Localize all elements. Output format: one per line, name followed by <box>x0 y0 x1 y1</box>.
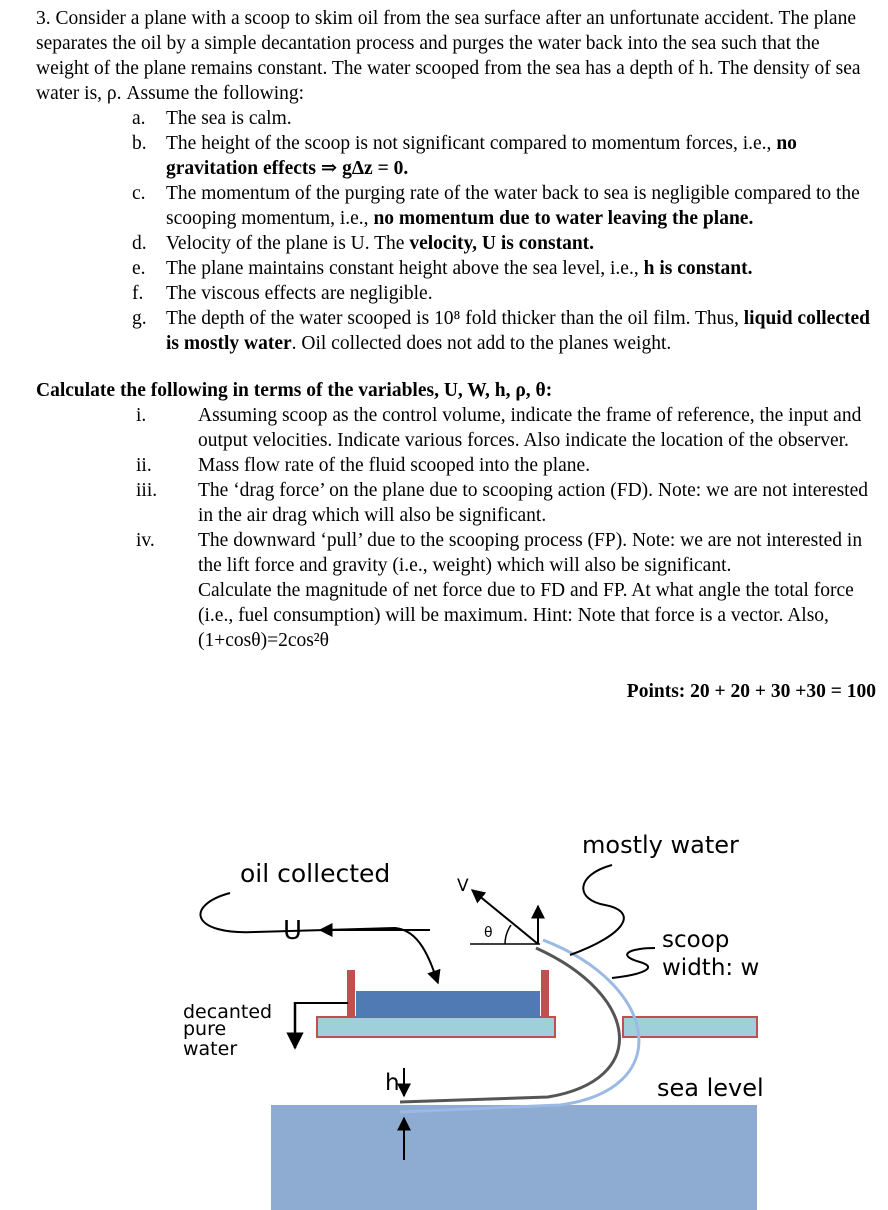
mostly-water-pointer <box>570 865 624 955</box>
assumption-list <box>36 106 876 356</box>
theta-label: θ <box>484 925 493 941</box>
water-label: water <box>183 1038 238 1060</box>
oil-collected-label: oil collected <box>240 859 391 888</box>
list-item: iii. The ‘drag force’ on the plane due to scooping action (FD). Note: we are not interested in the air drag which will also be significant. <box>136 480 868 526</box>
list-item: ii. Mass flow rate of the fluid scooped into the plane. <box>136 455 591 476</box>
points-total: Points: 20 + 20 + 30 +30 = 100 <box>626 681 876 702</box>
list-marker: iii. <box>136 480 158 501</box>
mostly-water-label: mostly water <box>582 831 739 859</box>
decanted-label: decanted <box>183 1001 273 1023</box>
plane-hull-right <box>623 1017 757 1037</box>
list-item: g. The depth of the water scooped is 10⁸ fold thicker than the oil film. Thus, liquid collected is mostly water. Oil collected does not add to the planes weight. <box>132 308 870 354</box>
list-marker: e. <box>132 258 146 279</box>
plane-hull <box>317 1017 555 1037</box>
theta-arc <box>505 925 511 944</box>
list-marker: g. <box>132 308 147 329</box>
list-marker: i. <box>136 405 147 426</box>
problem-intro: 3. Consider a plane with a scoop to skim oil from the sea surface after an unfortunate accident. The plane separates the oil by a simple decantation process and purges the water back into the sea such that the weight of the plane remains constant. The water scooped from the sea has a depth of h. The density of sea water is, ρ. Assume the following: <box>36 8 861 104</box>
sea-body <box>271 1105 757 1210</box>
sea-level-label: sea level <box>657 1074 764 1102</box>
calculate-heading: Calculate the following in terms of the variables, U, W, h, ρ, θ: <box>36 380 553 401</box>
list-item: a. The sea is calm. <box>132 108 292 129</box>
v-vector-arrow <box>472 890 538 944</box>
task-list <box>36 403 876 653</box>
tank-wall-left <box>347 970 355 1017</box>
list-item: f. The viscous effects are negligible. <box>132 283 433 304</box>
scoop-width-label: width: w <box>662 955 760 981</box>
scoop-label: scoop <box>662 927 730 953</box>
list-marker: d. <box>132 233 147 254</box>
list-marker: ii. <box>136 455 152 476</box>
h-label: h <box>385 1070 400 1096</box>
list-item: iv. The downward ‘pull’ due to the scooping process (FP). Note: we are not interested in the lift force and gravity (i.e., weight) which will also be significant. <box>136 530 863 576</box>
velocity-u-label: U <box>283 916 303 946</box>
list-item: e. The plane maintains constant height above the sea level, i.e., h is constant. <box>132 258 753 279</box>
scoop-width-pointer <box>612 948 655 978</box>
list-marker: a. <box>132 108 146 129</box>
problem-document <box>36 6 876 704</box>
tank-wall-right <box>541 970 549 1017</box>
list-marker: f. <box>132 283 144 304</box>
pure-label: pure <box>183 1018 227 1040</box>
list-item: b. The height of the scoop is not significant compared to momentum forces, i.e., no gravitation effects ⇒ gΔz = 0. <box>132 133 797 179</box>
list-marker: b. <box>132 133 147 154</box>
scoop-diagram <box>0 800 888 1210</box>
list-item: Calculate the magnitude of net force due to FD and FP. At what angle the total force (i.e., fuel consumption) will be maximum. Hint: Note that force is a vector. Also, (1+cosθ)=2cos²θ <box>198 580 854 651</box>
v-label: V <box>457 876 469 896</box>
list-item: d. Velocity of the plane is U. The velocity, U is constant. <box>132 233 595 254</box>
list-item: i. Assuming scoop as the control volume, indicate the frame of reference, the input and output velocities. Indicate various forces. Also indicate the location of the observer. <box>136 405 862 451</box>
list-item: c. The momentum of the purging rate of the water back to sea is negligible compared to the scooping momentum, i.e., no momentum due to water leaving the plane. <box>132 183 860 229</box>
list-marker: iv. <box>136 530 155 551</box>
list-marker: c. <box>132 183 146 204</box>
decanted-water-tank <box>356 991 540 1017</box>
oil-collected-pointer <box>200 893 438 983</box>
